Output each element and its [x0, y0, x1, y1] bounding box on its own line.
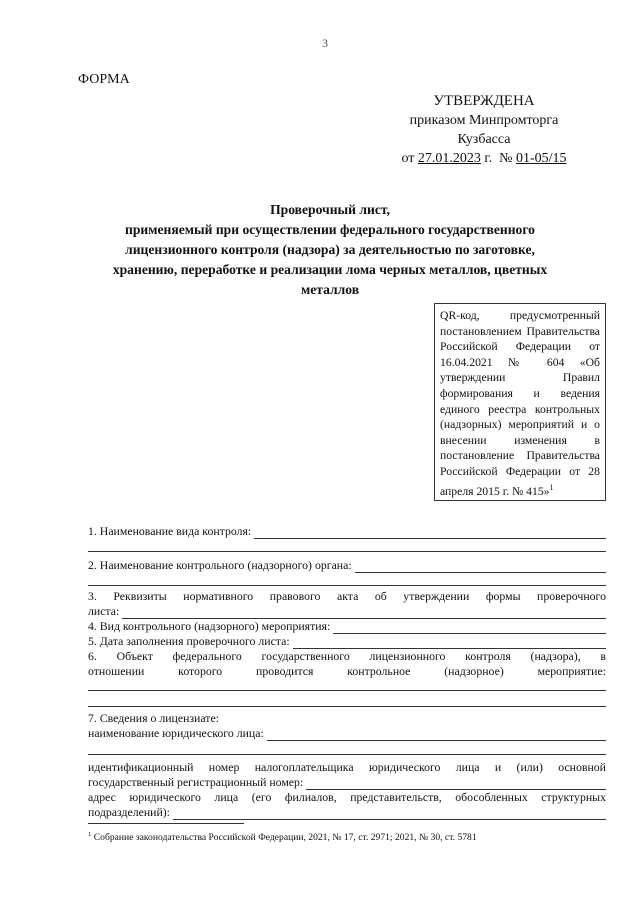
field2-continuation-line[interactable]: [88, 584, 606, 586]
title-line1: Проверочный лист,: [270, 202, 390, 217]
field5-input-line[interactable]: [293, 637, 606, 649]
approval-date-suffix: г.: [484, 151, 493, 166]
qr-note-text: QR-код, предусмотренный постановлением Правительства Российской Федерации от 16.04.2021 № 604 «Об утверждении Правил формирования и ведения единого реестра контрольных (надзорных) мероприятий и о внесении изменения в постановление Правительства Российской Федерации от 28 апреля 2015 г. № 415»: [440, 309, 600, 498]
field7b-label: идентификационный номер налогоплательщика юридического лица и (или) основной: [88, 760, 606, 774]
field3-input-line[interactable]: [122, 607, 606, 619]
field7c-label-cont: подразделений):: [88, 805, 170, 819]
field6-label-cont: отношении которого проводится контрольное (надзорное) мероприятие:: [88, 664, 606, 678]
title-line5: металлов: [300, 282, 360, 297]
approval-number: 01-05/15: [515, 151, 567, 166]
field7a-continuation-line[interactable]: [88, 753, 606, 755]
footnote: [88, 829, 608, 844]
field7-label: 7. Сведения о лицензиате:: [88, 711, 219, 725]
approval-number-sign: №: [499, 151, 513, 166]
field7b-input-line[interactable]: [306, 778, 606, 790]
field4-label: 4. Вид контрольного (надзорного) мероприятия:: [88, 619, 331, 633]
document-title: [80, 200, 580, 300]
form-fields: [88, 522, 606, 820]
approval-stamp: [394, 92, 574, 168]
field7c-input-line[interactable]: [173, 808, 606, 820]
field7c-label: адрес юридического лица (его филиалов, представительств, обособленных структурных: [88, 790, 606, 804]
field4-input-line[interactable]: [333, 622, 606, 634]
field1-continuation-line[interactable]: [88, 550, 606, 552]
field2-input-line[interactable]: [355, 561, 606, 573]
field3-label: 3. Реквизиты нормативного правового акта об утверждении формы проверочного: [88, 589, 606, 603]
approval-heading: УТВЕРЖДЕНА: [433, 93, 535, 109]
footnote-mark: 1: [88, 831, 92, 838]
approval-line2: Кузбасса: [457, 132, 511, 147]
field6-label: 6. Объект федерального государственного лицензионного контроля (надзора), в: [88, 649, 606, 663]
title-line4: хранению, переработке и реализации лома черных металлов, цветных: [112, 262, 548, 277]
form-label: ФОРМА: [78, 72, 130, 87]
approval-date-prefix: от: [401, 151, 415, 166]
page-number: 3: [322, 36, 328, 50]
qr-footnote-mark: 1: [549, 482, 554, 492]
field1-label: 1. Наименование вида контроля:: [88, 524, 252, 538]
field6-continuation-line[interactable]: [88, 705, 606, 707]
field6-input-line[interactable]: [88, 689, 606, 691]
field3-label-cont: листа:: [88, 604, 120, 618]
qr-code-placeholder: [434, 303, 606, 501]
field2-label: 2. Наименование контрольного (надзорного) органа:: [88, 558, 352, 572]
approval-date: 27.01.2023: [417, 151, 481, 166]
field7a-input-line[interactable]: [267, 729, 606, 741]
title-line3: лицензионного контроля (надзора) за деятельностью по заготовке,: [125, 242, 535, 257]
field7b-label-cont: государственный регистрационный номер:: [88, 775, 304, 789]
footnote-text: Собрание законодательства Российской Федерации, 2021, № 17, ст. 2971; 2021, № 30, ст. 5781: [93, 832, 477, 844]
approval-date-line: [394, 149, 574, 168]
field7a-label: наименование юридического лица:: [88, 726, 264, 740]
footnote-divider: [88, 823, 244, 824]
field1-input-line[interactable]: [254, 527, 606, 539]
title-line2: применяемый при осуществлении федерального государственного: [125, 222, 535, 237]
approval-line1: приказом Минпромторга: [409, 113, 559, 128]
field5-label: 5. Дата заполнения проверочного листа:: [88, 634, 290, 648]
